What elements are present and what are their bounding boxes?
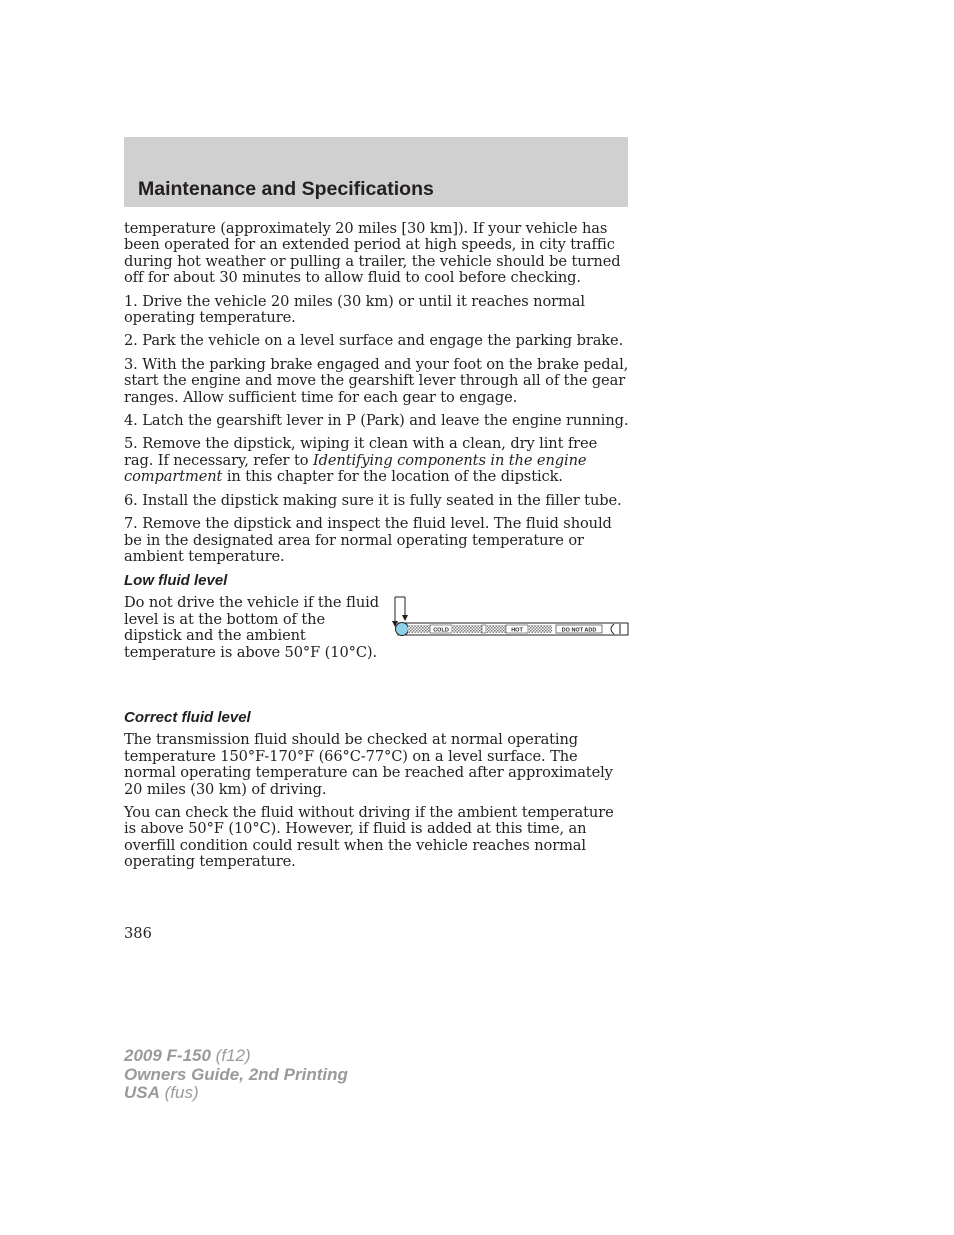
dipstick-hatch-4 (528, 625, 552, 633)
correct-fluid-heading: Correct fluid level (124, 709, 251, 727)
footer-line-3 (124, 1084, 348, 1103)
step-4: 4. Latch the gearshift lever in P (Park) and leave the engine running. (124, 412, 629, 430)
section-header (124, 137, 628, 207)
footer-market: USA (124, 1083, 160, 1102)
page-number: 386 (124, 925, 152, 942)
step-3: 3. With the parking brake engaged and your foot on the brake pedal, start the engine and move the gearshift lever through all of the gear ranges. Allow sufficient time for each gear to engage. (124, 355, 629, 406)
dipstick-notch (482, 625, 486, 633)
correct-fluid-paragraph-2: You can check the fluid without driving if the ambient temperature is above 50°F (10°C). However, if fluid is added at this time, an overfill condition could result when the vehicle reaches normal operating temperature. (124, 803, 614, 871)
step-6: 6. Install the dipstick making sure it is fully seated in the filler tube. (124, 491, 622, 509)
cold-label: COLD (433, 627, 449, 634)
footer-line-2: Owners Guide, 2nd Printing (124, 1064, 348, 1084)
low-fluid-text: Do not drive the vehicle if the fluid level is at the bottom of the dipstick and the ambient temperature is above 50°F (10°C). (124, 594, 379, 661)
dipstick-tip (396, 623, 409, 636)
correct-fluid-paragraph-1: The transmission fluid should be checked at normal operating temperature 150°F-170°F (66°C-77°C) on a level surface. The normal operating temperature can be reached after approximately 20 miles (30 km) of driving. (124, 731, 613, 798)
page-content (124, 221, 630, 878)
step-1: 1. Drive the vehicle 20 miles (30 km) or until it reaches normal operating temperature. (124, 292, 585, 327)
dipstick-illustration (392, 585, 630, 645)
document-footer (124, 1047, 348, 1103)
dipstick-hatch-1 (408, 625, 430, 633)
footer-model: 2009 F-150 (124, 1046, 211, 1065)
hot-label: HOT (511, 627, 523, 634)
level-arrow-right-head (402, 615, 408, 621)
footer-market-code: (fus) (159, 1083, 199, 1102)
dipstick-hatch-3 (486, 625, 506, 633)
step-7: 7. Remove the dipstick and inspect the fluid level. The fluid should be in the designated area for normal operating temperature or ambient temperature. (124, 515, 612, 565)
do-not-add-label: DO NOT ADD (561, 627, 597, 634)
step-5 (124, 436, 630, 485)
step-5-text: 5. Remove the dipstick, wiping it clean with a clean, dry lint free rag. If necessary, refer to (124, 435, 598, 469)
intro-paragraph: temperature (approximately 20 miles [30 km]). If your vehicle has been operated for an extended period at high speeds, in city traffic during hot weather or pulling a trailer, the vehicle should be turned off for about 30 minutes to allow fluid to cool before checking. (124, 220, 621, 287)
footer-line-1 (124, 1047, 348, 1066)
step-5-text-end: in this chapter for the location of the dipstick. (222, 468, 563, 486)
footer-model-code: (f12) (210, 1046, 251, 1065)
step-5-reference: Identifying components in the engine compartment (124, 451, 587, 486)
low-fluid-heading: Low fluid level (124, 572, 228, 590)
dipstick-hatch-2 (452, 625, 482, 633)
low-fluid-section (124, 595, 630, 705)
step-2: 2. Park the vehicle on a level surface and engage the parking brake. (124, 332, 624, 350)
section-title: Maintenance and Specifications (138, 178, 434, 200)
